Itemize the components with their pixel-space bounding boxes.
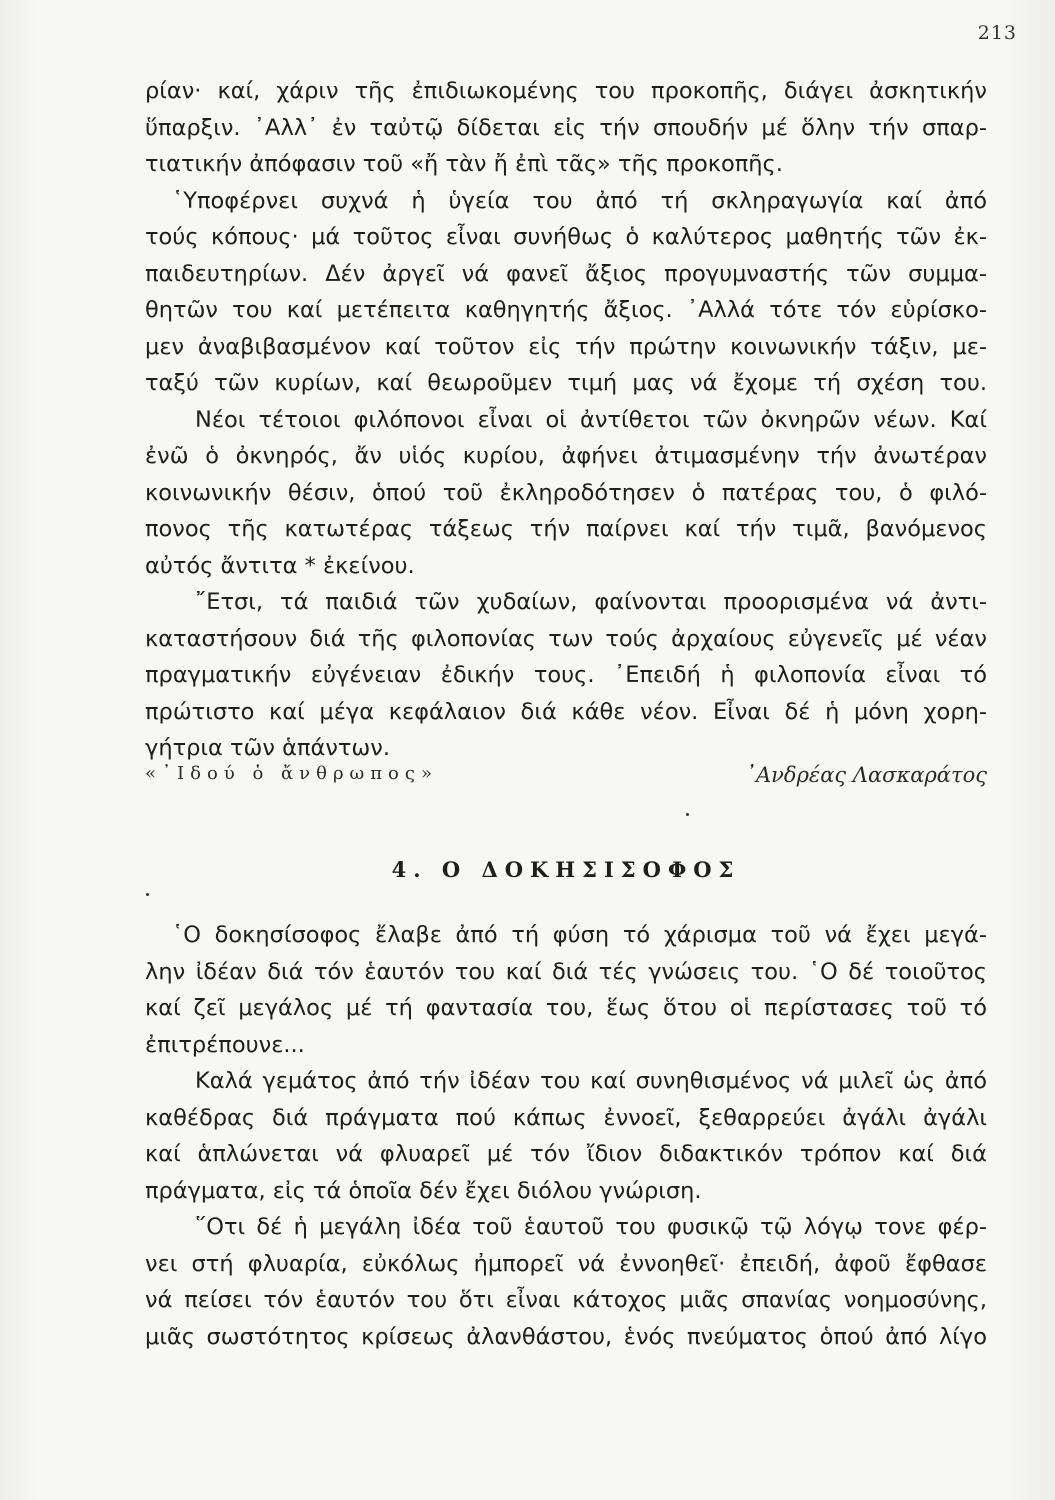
text-line: αὐτός ἄντιτα * ἐκείνου. — [145, 553, 415, 579]
text-line: μιᾶς σωστότητος κρίσεως ἀλανθάστου, ἑνός πνεύματος ὁπού ἀπό λίγο — [145, 1324, 987, 1350]
text-line: κοινωνικήν θέσιν, ὁπού τοῦ ἐκληροδότησεν ὁ πατέρας του, ὁ φιλό- — [145, 480, 987, 506]
text-line: ὕπαρξιν. ᾽Αλλ᾽ ἐν ταὐτῷ δίδεται εἰς τήν σπουδήν μέ ὅλην τήν σπαρ- — [145, 115, 987, 141]
text-line: ῾Υποφέρνει συχνά ἡ ὑγεία του ἀπό τή σκληραγωγία καί ἀπό — [172, 188, 987, 214]
text-line: καί ζεῖ μεγάλος μέ τή φαντασία του, ἕως ὅτου οἱ περίστασες τοῦ τό — [145, 995, 987, 1021]
text-line: θητῶν του καί μετέπειτα καθηγητής ἄξιος. ᾽Αλλά τότε τόν εὑρίσκο- — [145, 297, 987, 323]
text-line: τιατικήν ἀπόφασιν τοῦ «ἤ τὰν ἤ ἐπὶ τᾶς» τῆς προκοπῆς. — [145, 151, 783, 177]
text-line: ἐπιτρέπουνε... — [145, 1032, 305, 1058]
text-line: πραγματικήν εὐγένειαν ἐδικήν τους. ᾽Επειδή ἡ φιλοπονία εἶναι τό — [145, 662, 987, 688]
text-line: ρίαν· καί, χάριν τῆς ἐπιδιωκομένης του προκοπῆς, διάγει ἀσκητικήν — [145, 78, 987, 104]
text-line: λην ἰδέαν διά τόν ἑαυτόν του καί διά τές γνώσεις του. ῾Ο δέ τοιοῦτος — [145, 959, 987, 985]
text-line: μεν ἀναβιβασμένον καί τοῦτον εἰς τήν πρώτην κοινωνικήν τάξιν, με- — [145, 334, 987, 360]
text-line: ἐνῶ ὁ ὀκνηρός, ἄν υἱός κυρίου, ἀφήνει ἀτιμασμένην τήν ἀνωτέραν — [145, 443, 987, 469]
text-line: Νέοι τέτοιοι φιλόπονοι εἶναι οἱ ἀντίθετοι τῶν ὀκνηρῶν νέων. Καί — [195, 407, 987, 433]
quote-source: «᾽Ιδού ὁ ἄνθρωπος» — [145, 763, 438, 784]
text-line: καί ἁπλώνεται νά φλυαρεῖ μέ τόν ἴδιον διδακτικόν τρόπον καί διά — [145, 1141, 987, 1167]
text-line: καταστήσουν διά τῆς φιλοπονίας των τούς ἀρχαίους εὐγενεῖς μέ νέαν — [145, 626, 987, 652]
text-line: πράγματα, εἰς τά ὁποῖα δέν ἔχει διόλου γνώριση. — [145, 1178, 702, 1204]
text-line: νει στή φλυαρία, εὐκόλως ἠμπορεῖ νά ἐννοηθεῖ· ἐπειδή, ἀφοῦ ἔφθασε — [145, 1251, 987, 1277]
text-line: Καλά γεμάτος ἀπό τήν ἰδέαν του καί συνηθισμένος νά μιλεῖ ὡς ἀπό — [195, 1068, 987, 1094]
text-line: πονος τῆς κατωτέρας τάξεως τήν παίρνει καί τήν τιμᾶ, βανόμενος — [145, 516, 987, 542]
text-line: καθέδρας διά πράγματα πού κάπως ἐννοεῖ, ξεθαρρεύει ἀγάλι ἀγάλι — [145, 1105, 987, 1131]
text-line: ῎Ετσι, τά παιδιά τῶν χυδαίων, φαίνονται προορισμένα νά ἀντι- — [195, 589, 987, 615]
speck — [686, 813, 689, 816]
text-line: ῞Οτι δέ ἡ μεγάλη ἰδέα τοῦ ἑαυτοῦ του φυσικῷ τῷ λόγῳ τονε φέρ- — [195, 1214, 987, 1240]
text-line: ταξύ τῶν κυρίων, καί θεωροῦμεν τιμή μας νά ἔχομε τή σχέση του. — [145, 370, 987, 396]
text-line: τούς κόπους· μά τοῦτος εἶναι συνήθως ὁ καλύτερος μαθητής τῶν ἐκ- — [145, 224, 987, 250]
page-number: 213 — [977, 22, 1017, 44]
quote-author: ᾽Ανδρέας Λασκαράτος — [745, 763, 987, 787]
speck — [146, 893, 149, 896]
text-line: παιδευτηρίων. Δέν ἀργεῖ νά φανεῖ ἄξιος προγυμναστής τῶν συμμα- — [145, 261, 987, 287]
text-line: γήτρια τῶν ἁπάντων. — [145, 735, 390, 761]
text-line: πρώτιστο καί μέγα κεφάλαιον διά κάθε νέον. Εἶναι δέ ἡ μόνη χορη- — [145, 699, 987, 725]
text-line: ῾Ο δοκησίσοφος ἔλαβε ἀπό τή φύση τό χάρισμα τοῦ νά ἔχει μεγά- — [172, 922, 987, 948]
section-heading: 4. Ο ΔΟΚΗΣΙΣΟΦΟΣ — [391, 857, 741, 882]
text-line: νά πείσει τόν ἑαυτόν του ὅτι εἶναι κάτοχος μιᾶς σπανίας νοημοσύνης, — [145, 1287, 987, 1313]
